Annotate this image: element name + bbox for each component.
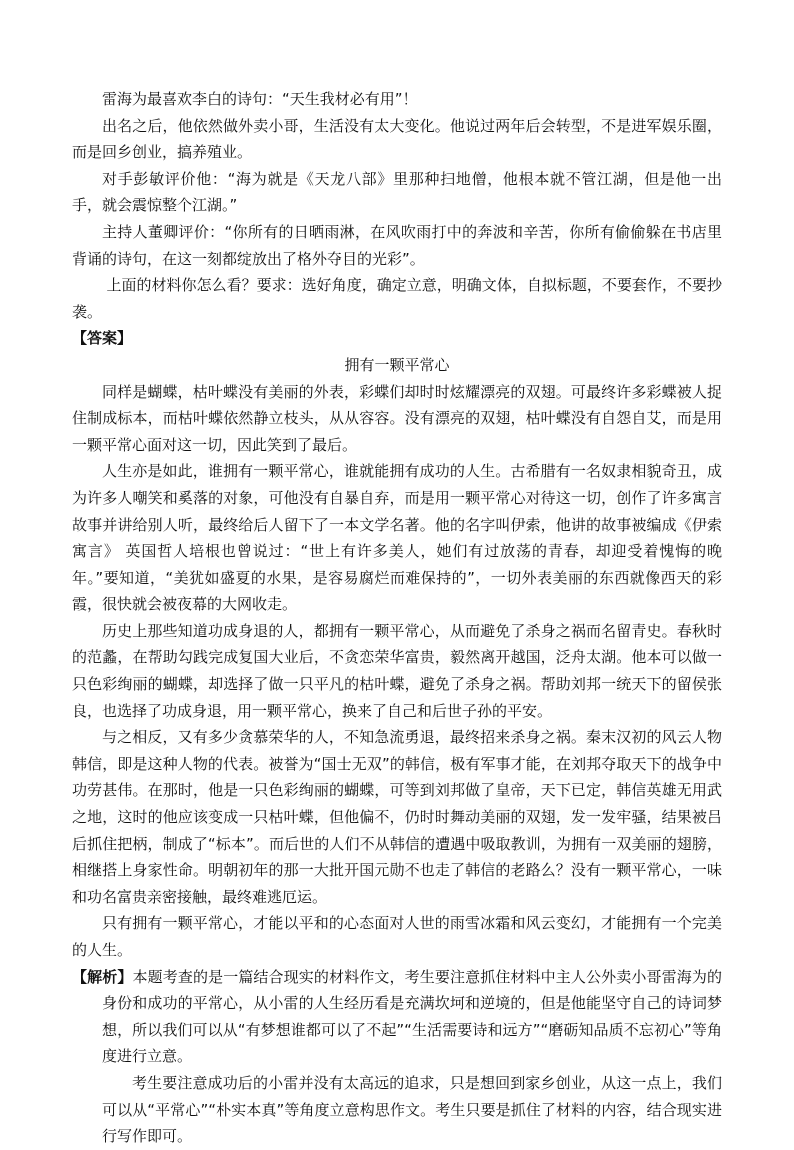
material-paragraph-2: 出名之后，他依然做外卖小哥，生活没有太大变化。他说过两年后会转型，不是进军娱乐圈，而是回乡创业，搞养殖业。: [72, 116, 722, 162]
essay-paragraph-3: 历史上那些知道功成身退的人，都拥有一颗平常心，从而避免了杀身之祸而名留青史。春秋时的范蠡，在帮助勾践完成复国大业后，不贪恋荣华富贵，毅然离开越国，泛舟太湖。他本可以做一只色彩绚丽的蝴蝶，却选择了做一只平凡的枯叶蝶，避免了杀身之祸。帮助刘邦一统天下的留侯张良，也选择了功成身退，用一颗平常心，换来了自己和后世子孙的平安。: [72, 621, 722, 720]
prompt-requirement: 上面的材料你怎么看？要求：选好角度，确定立意，明确文体，自拟标题，不要套作，不要抄袭。: [72, 276, 722, 321]
material-paragraph-4: 主持人董卿评价：“你所有的日晒雨淋，在风吹雨打中的奔波和辛苦，你所有偷偷躲在书店里背诵的诗句，在这一刻都绽放出了格外夺目的光彩”。: [72, 222, 722, 268]
analysis-paragraph-2: 考生要注意成功后的小雷并没有太高远的追求，只是想回到家乡创业，从这一点上，我们可以从“平常心”“朴实本真”等角度立意构思作文。考生只要是抓住了材料的内容，结合现实进行写作即可。: [102, 1073, 722, 1146]
essay-paragraph-1: 同样是蝴蝶，枯叶蝶没有美丽的外表，彩蝶们却时时炫耀漂亮的双翅。可最终许多彩蝶被人捉住制成标本，而枯叶蝶依然静立枝头，从从容容。没有漂亮的双翅，枯叶蝶没有自怨自艾，而是用一颗平常心面对这一切，因此笑到了最后。: [72, 382, 722, 454]
analysis-label: 【解析】: [72, 967, 133, 986]
material-paragraph-1: 雷海为最喜欢李白的诗句：“天生我材必有用”！: [102, 90, 418, 108]
material-paragraph-3: 对手彭敏评价他：“海为就是《天龙八部》里那种扫地僧，他根本就不管江湖，但是他一出手，就会震惊整个江湖。”: [72, 169, 722, 215]
essay-title: 拥有一颗平常心: [344, 355, 450, 374]
essay-paragraph-4: 与之相反，又有多少贪慕荣华的人，不知急流勇退，最终招来杀身之祸。秦末汉初的风云人物韩信，即是这种人物的代表。被誉为“国士无双”的韩信，极有军事才能，在刘邦夺取天下的战争中功劳甚伟。在那时，他是一只色彩绚丽的蝴蝶，可等到刘邦做了皇帝，天下已定，韩信英雄无用武之地，这时的他应该变成一只枯叶蝶，但他偏不，仍时时舞动美丽的双翅，发一发牢骚，结果被吕后抓住把柄，制成了“标本”。而后世的人们不从韩信的遭遇中吸取教训，为拥有一双美丽的翅膀，相继搭上身家性命。明朝初年的那一大批开国元勋不也走了韩信的老路么？没有一颗平常心，一味和功名富贵亲密接触，最终难逃厄运。: [72, 728, 722, 906]
analysis-text-1: 本题考查的是一篇结合现实的材料作文，考生要注意抓住材料中主人公外卖小哥雷海为的身份和成功的平常心，从小雷的人生经历看是充满坎坷和逆境的，但是他能坚守自己的诗词梦想，所以我们可以从“有梦想谁都可以了不起”“生活需要诗和远方”“磨砺知品质不忘初心”等角度进行立意。: [102, 967, 722, 1066]
essay-paragraph-2: 人生亦是如此，谁拥有一颗平常心，谁就能拥有成功的人生。古希腊有一名奴隶相貌奇丑，成为许多人嘲笑和奚落的对象，可他没有自暴自弃，而是用一颗平常心对待这一切，创作了许多寓言故事并讲给别人听，最终给后人留下了一本文学名著。他的名字叫伊索，他讲的故事被编成《伊索寓言》 英国哲人培根也曾说过：“世上有许多美人，她们有过放荡的青春，却迎受着愧悔的晚年。”要知道，“美犹如盛夏的水果，是容易腐烂而难保持的”，一切外表美丽的东西就像西天的彩霞，很快就会被夜幕的大网收走。: [72, 462, 722, 614]
analysis-paragraph-1: [72, 964, 722, 1070]
document-page: [72, 86, 722, 1150]
essay-paragraph-5: 只有拥有一颗平常心，才能以平和的心态面对人世的雨雪冰霜和风云变幻，才能拥有一个完美的人生。: [72, 914, 722, 959]
answer-label: 【答案】: [72, 329, 133, 348]
